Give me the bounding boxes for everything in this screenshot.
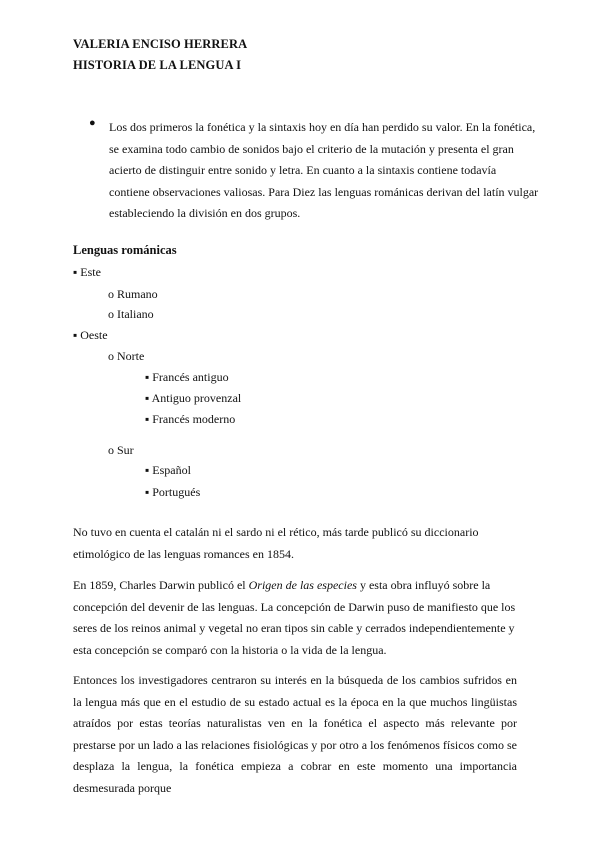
section-heading: Lenguas románicas [73,243,177,257]
paragraph-darwin [73,575,517,661]
list-item-rumano: o Rumano [108,287,158,301]
list-item-frances-antiguo: ▪ Francés antiguo [145,370,229,384]
paragraph-darwin-end: y esta obra influyó sobre la concepción del devenir de las lenguas. La concepción de Darwin puso de manifiesto que los seres de los reinos animal y vegetal no eran tipos sin cable y cerrados independientemente y esta concepción se comparó con la historia o la vida de la lengua. [73,578,516,657]
paragraph-darwin-start: En 1859, Charles Darwin publicó el [73,578,249,592]
list-item-norte: o Norte [108,349,145,363]
list-item-portugues: ▪ Portugués [145,485,201,499]
list-item-antiguo-provenzal: ▪ Antiguo provenzal [145,391,242,405]
intro-bullet-text: Los dos primeros la fonética y la sintaxis hoy en día han perdido su valor. En la fonética, se examina todo cambio de sonidos bajo el criterio de la mutación y presenta el gran acierto de distinguir entre sonido y letra. En cuanto a la sintaxis contiene todavía contiene observaciones valiosas. Para Diez las lenguas románicas derivan del latín vulgar estableciendo la división en dos grupos. [109,120,539,220]
intro-bullet [89,117,539,225]
course-title: HISTORIA DE LA LENGUA I [73,58,242,72]
list-item-oeste: ▪ Oeste [73,328,108,342]
list-item-sur: o Sur [108,443,134,457]
bullet-icon: ● [89,117,96,129]
list-item-espanol: ▪ Español [145,463,191,477]
author-name: VALERIA ENCISO HERRERA [73,37,248,51]
book-title: Origen de las especies [248,578,357,592]
paragraph-investigadores: Entonces los investigadores centraron su interés en la búsqueda de los cambios sufridos en la lengua más que en el estudio de su estado actual es la época en la que muchos lingüistas atraídos por estas teorías naturalistas ven en la fonética el aspecto más relevante por prestarse por un lado a las relaciones fisiológicas y por otro a los fenómenos físicos como se desplaza la lengua, la fonética empieza a cobrar en este momento una importancia desmesurada porque [73,673,517,795]
list-item-este: ▪ Este [73,265,101,279]
paragraph-catalan: No tuvo en cuenta el catalán ni el sardo ni el rético, más tarde publicó su diccionario etimológico de las lenguas romances en 1854. [73,525,479,561]
list-item-italiano: o Italiano [108,307,154,321]
list-item-frances-moderno: ▪ Francés moderno [145,412,236,426]
